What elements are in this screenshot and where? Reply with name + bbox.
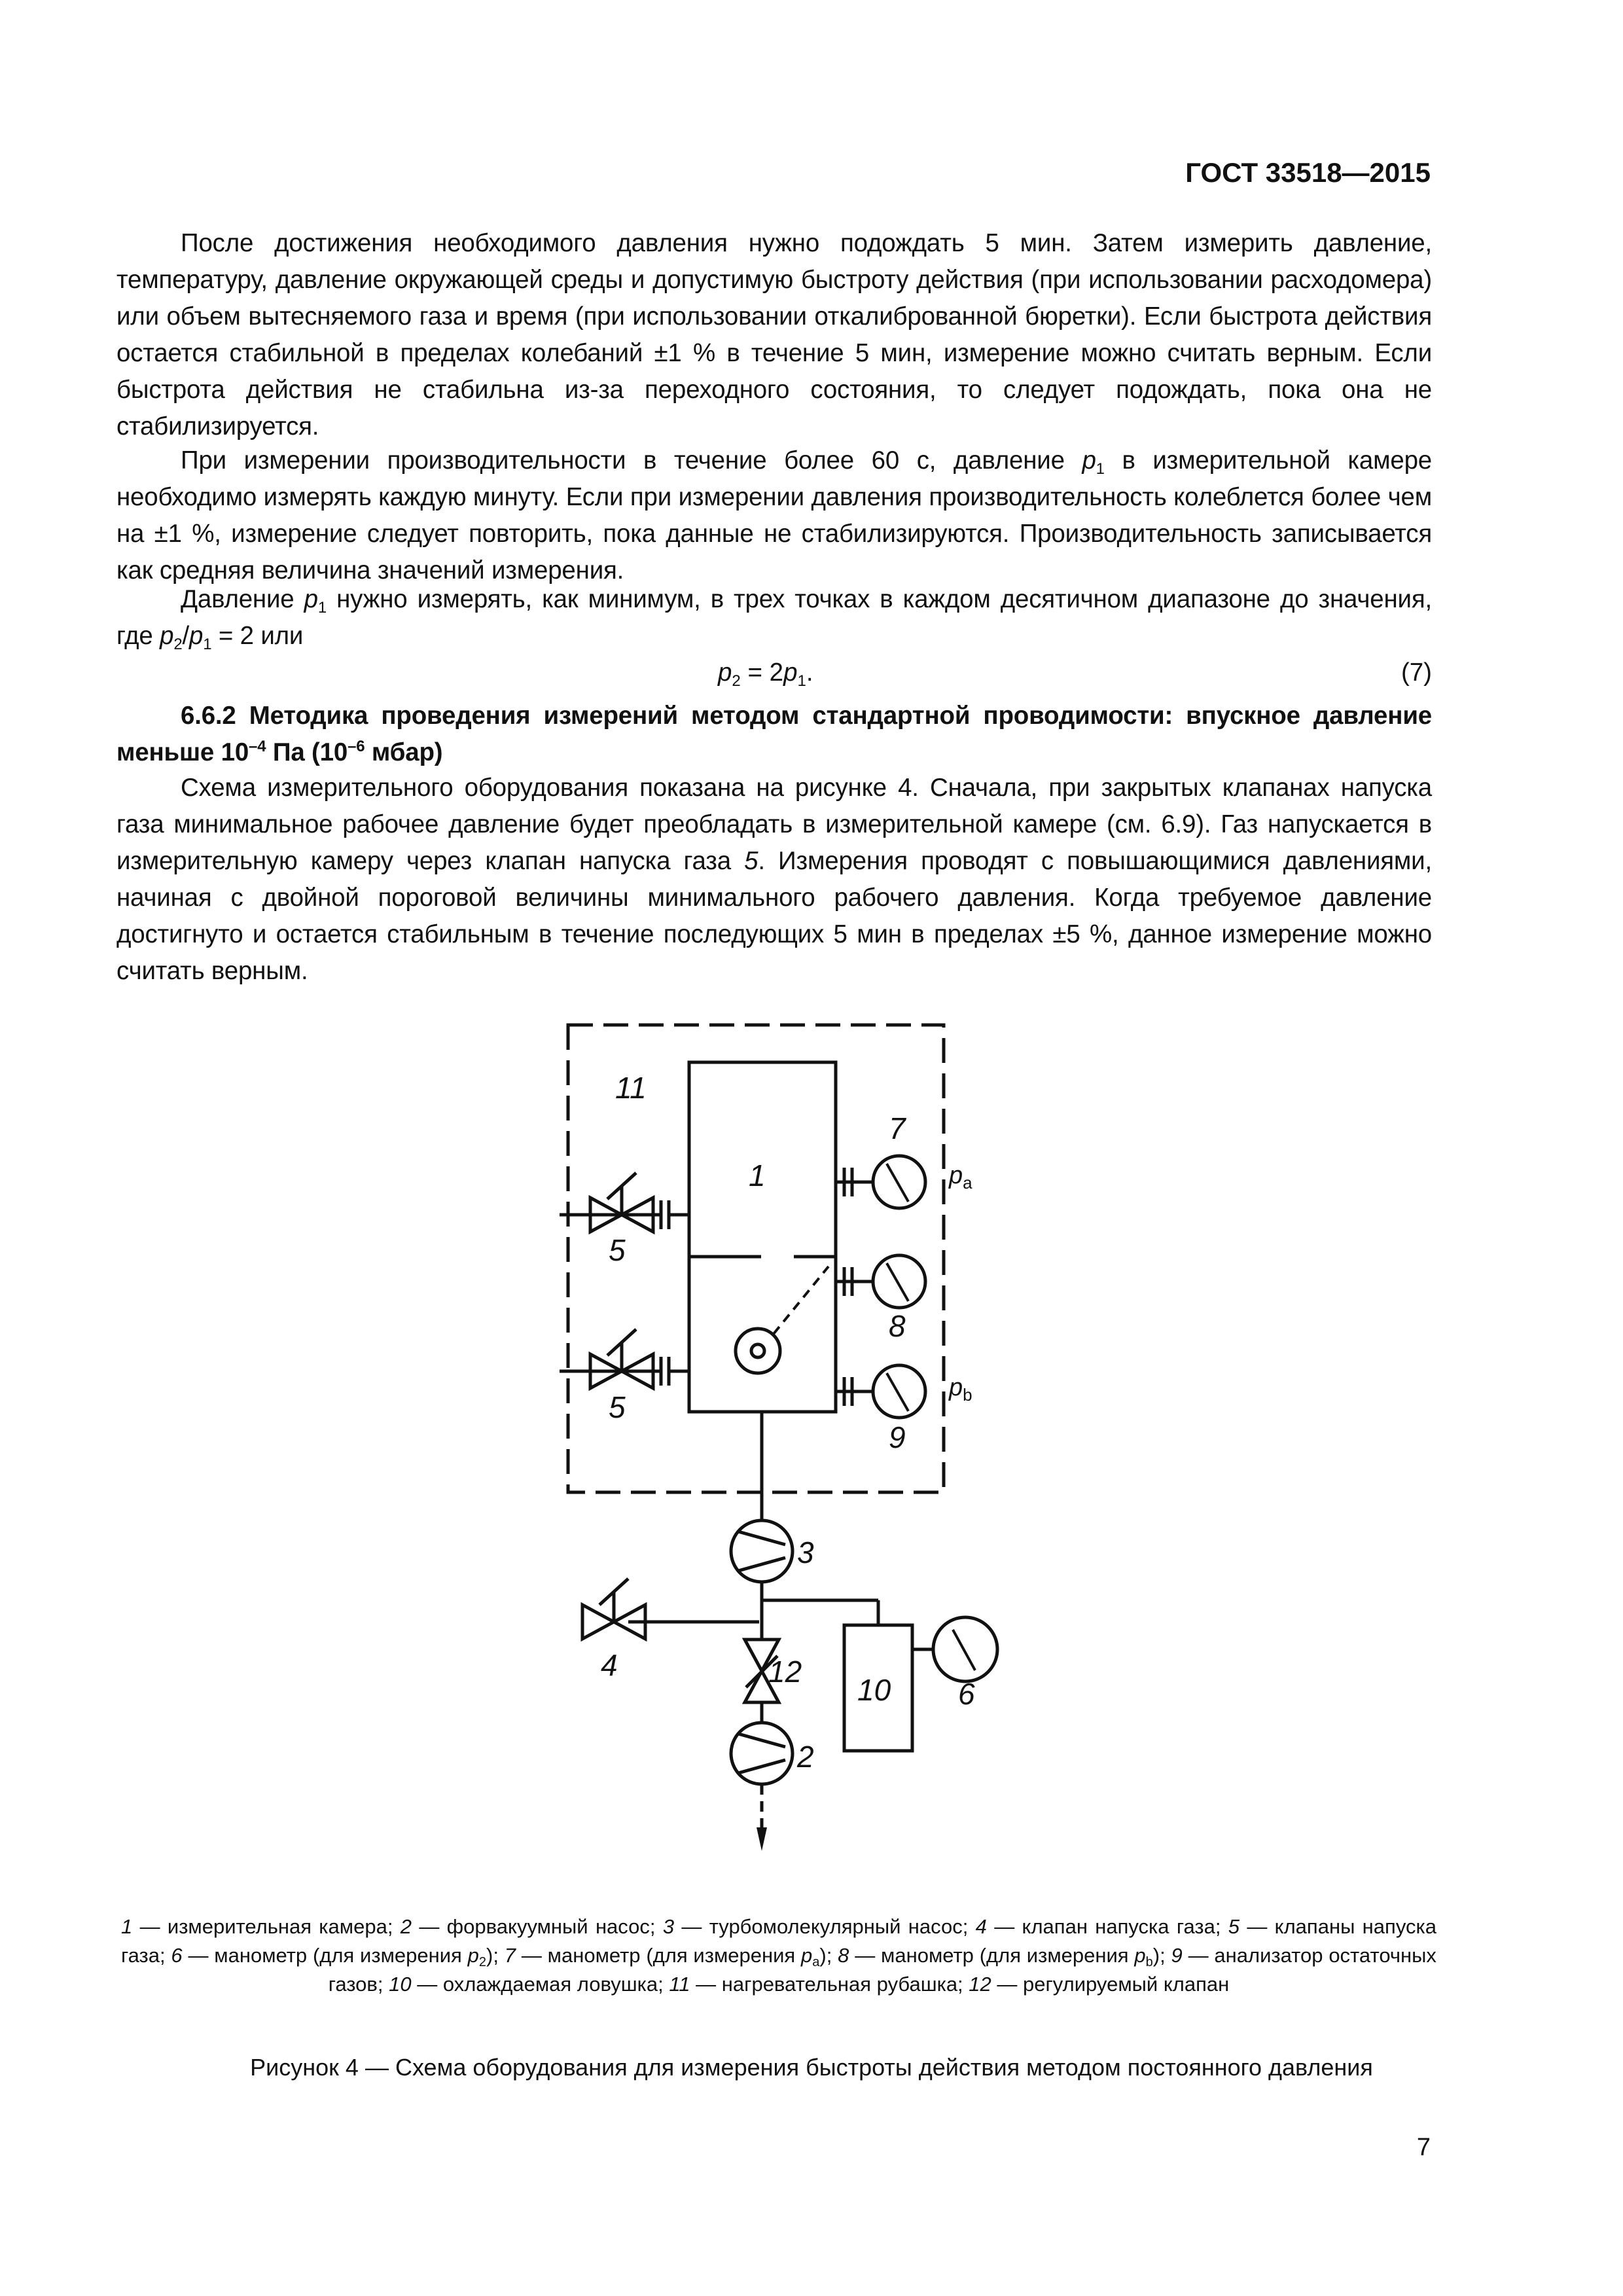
label-5-bottom: 5	[609, 1390, 626, 1424]
label-5-top: 5	[609, 1233, 626, 1267]
label-6: 6	[958, 1677, 975, 1711]
label-8: 8	[889, 1309, 906, 1343]
figure-legend: 1 — измерительная камера; 2 — форвакуумный насос; 3 — турбомолекулярный насос; 4 — клапан напуска газа; 5 — клапаны напуска газа; 6 — манометр (для измерения $p_2$); 7 — манометр (для измерения $p_a$); 8 — манометр (для измерения $p_b$); 9 — анализатор остаточных газов; 10 — охлаждаемая ловушка; 11 — нагревательная рубашка; 12 — регулируемый клапан	[121, 1915, 1436, 1996]
page-number: 7	[1416, 2134, 1431, 2161]
label-9: 9	[889, 1420, 906, 1454]
label-11: 11	[615, 1071, 647, 1105]
figure-caption: Рисунок 4 — Схема оборудования для измерения быстроты действия методом постоянного давления	[250, 2054, 1373, 2081]
paragraph-wait-measure: После достижения необходимого давления нужно подождать 5 мин. Затем измерить давление, температуру, давление окружающей среды и допустимую быстроту действия (при использовании расходомера) или объем вытесняемого газа и время (при использовании откалиброванной бюретки). Если быстрота действия остается стабильной в пределах колебаний ±1 % в течение 5 мин, измерение можно считать верным. Если быстрота действия не стабильна из-за переходного состояния, то следует подождать, пока она не стабилизируется.	[116, 229, 1432, 440]
section-heading: 6.6.2 Методика проведения измерений методом стандартной проводимости: впускное давление меньше $10^{-4}$ Па ($10^{-6}$ мбар)	[116, 702, 1433, 766]
gauge-6	[933, 1617, 997, 1681]
label-10: 10	[857, 1673, 891, 1707]
measuring-chamber	[689, 1062, 836, 1412]
label-2: 2	[797, 1740, 814, 1774]
formula-number: (7)	[1400, 658, 1432, 687]
label-12: 12	[768, 1655, 802, 1689]
fore-pump	[731, 1723, 793, 1784]
gauge-9	[873, 1365, 925, 1418]
label-3: 3	[797, 1535, 814, 1570]
paragraph-scheme: Схема измерительного оборудования показана на рисунке 4. Сначала, при закрытых клапанах напуска газа минимальное рабочее давление будет преобладать в измерительной камере (см. 6.9). Газ напускается в измерительную камеру через клапан напуска газа 5. Измерения проводят с повышающимися давлениями, начиная с двойной пороговой величины минимального рабочего давления. Когда требуемое давление достигнуто и остается стабильным в течение последующих 5 мин в пределах ±5 %, данное измерение можно считать верным.	[116, 774, 1432, 985]
label-1: 1	[749, 1158, 766, 1193]
label-pb: $p_b$	[949, 1374, 972, 1405]
paragraph-pressure-points: Давление $p_1$ нужно измерять, как минимум, в трех точках в каждом десятичном диапазоне до значения, где $p_2/p_1 = 2$ или	[116, 585, 1433, 653]
document-header: ГОСТ 33518—2015	[1185, 157, 1431, 188]
paragraph-productivity: При измерении производительности в течение более 60 с, давление $p_1$ в измерительной камере необходимо измерять каждую минуту. Если при измерении давления производительность колеблется более чем на ±1 %, измерение следует повторить, пока данные не стабилизируются. Производительность записывается как средняя величина значений измерения.	[116, 446, 1433, 584]
label-7: 7	[889, 1111, 906, 1145]
valve-4	[582, 1605, 614, 1639]
exhaust-arrow	[757, 1827, 767, 1851]
label-pa: $p_a$	[949, 1162, 972, 1193]
turbo-pump	[731, 1520, 793, 1582]
residual-gas-analyzer	[736, 1329, 780, 1373]
gauge-7	[873, 1156, 925, 1208]
label-4: 4	[601, 1648, 618, 1682]
gauge-8	[873, 1255, 925, 1308]
formula-7: $p_2 = 2p_1$.	[718, 658, 813, 690]
